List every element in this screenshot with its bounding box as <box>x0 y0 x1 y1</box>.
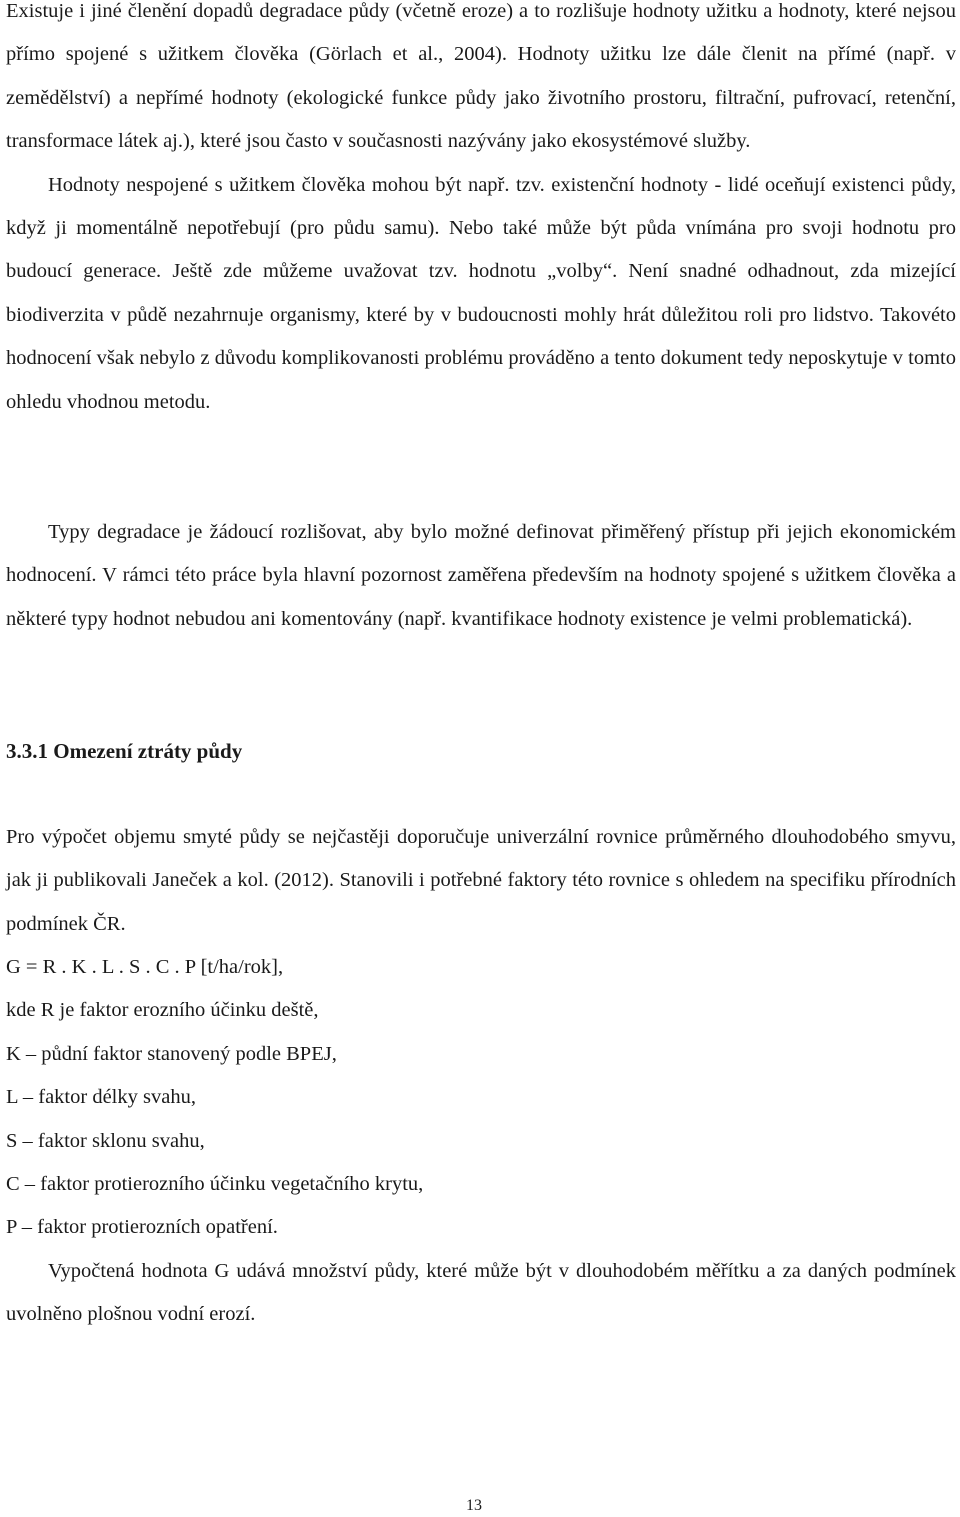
paragraph-usle-intro: Pro výpočet objemu smyté půdy se nejčastěji doporučuje univerzální rovnice průměrného dlouhodobého smyvu, jak ji publikovali Janeček a kol. (2012). Stanovili i potřebné faktory této rovnice s ohledem na specifiku přírodních podmínek ČR. <box>6 826 956 935</box>
page-number: 13 <box>466 1497 482 1514</box>
usle-intro-block <box>6 816 956 946</box>
formula-factor-s: S – faktor sklonu svahu, <box>6 1129 205 1152</box>
formula-equation: G = R . K . L . S . C . P [t/ha/rok], <box>6 956 284 978</box>
paragraph-non-use-values: Hodnoty nespojené s užitkem člověka mohou být např. tzv. existenční hodnoty - lidé oceňují existenci půdy, když ji momentálně nepotřebují (pro půdu samu). Nebo také může být půda vnímána pro svoji hodnotu pro budoucí generace. Ještě zde můžeme uvažovat tzv. hodnotu „volby“. Není snadné odhadnout, zda mizející biodiverzita v půdě nezahrnuje organismy, které by v budoucnosti mohly hrát důležitou roli pro lidstvo. Takovéto hodnocení však nebylo z důvodu komplikovanosti problému prováděno a tento dokument tedy neposkytuje v tomto ohledu vhodnou metodu. <box>6 173 956 413</box>
paragraph-result: Vypočtená hodnota G udává množství půdy, které může být v dlouhodobém měřítku a za daných podmínek uvolněno plošnou vodní erozí. <box>6 1260 956 1326</box>
formula-factor-c: C – faktor protierozního účinku vegetačního krytu, <box>6 1173 424 1196</box>
formula-definition-list <box>6 946 956 1250</box>
degradation-types-block <box>6 511 956 641</box>
result-block <box>6 1250 956 1337</box>
section-heading: 3.3.1 Omezení ztráty půdy <box>6 739 243 763</box>
paragraph-degradation-types: Typy degradace je žádoucí rozlišovat, aby bylo možné definovat přiměřený přístup při jejich ekonomickém hodnocení. V rámci této práce byla hlavní pozornost zaměřena především na hodnoty spojené s užitkem člověka a některé typy hodnot nebudou ani komentovány (např. kvantifikace hodnoty existence je velmi problematická). <box>6 521 956 630</box>
formula-factor-l: L – faktor délky svahu, <box>6 1086 196 1109</box>
paragraph-impacts-values: Existuje i jiné členění dopadů degradace půdy (včetně eroze) a to rozlišuje hodnoty užitku a hodnoty, které nejsou přímo spojené s užitkem člověka (Görlach et al., 2004). Hodnoty užitku lze dále členit na přímé (např. v zemědělství) a nepřímé hodnoty (ekologické funkce půdy jako životního prostoru, filtrační, pufrovací, retenční, transformace látek aj.), které jsou často v současnosti nazývány jako ekosystémové služby. <box>6 0 956 153</box>
intro-text-block <box>6 0 956 424</box>
formula-factor-k: K – půdní faktor stanovený podle BPEJ, <box>6 1042 337 1065</box>
formula-factor-r: kde R je faktor erozního účinku deště, <box>6 999 319 1022</box>
formula-factor-p: P – faktor protierozních opatření. <box>6 1216 278 1239</box>
